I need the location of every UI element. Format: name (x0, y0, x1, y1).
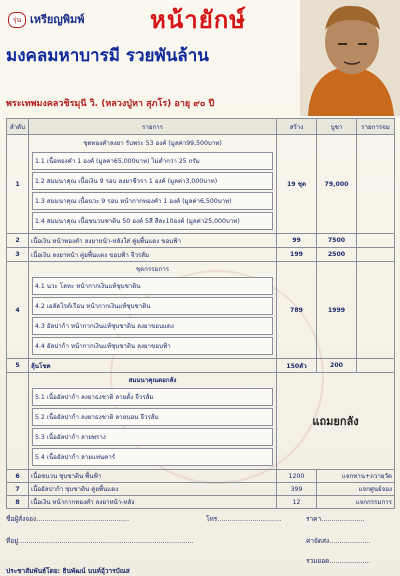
title-main: หน้ายักษ์ (150, 5, 247, 34)
title-line-1: เหรียญพิมพ์ (30, 13, 85, 26)
table-row (7, 373, 395, 470)
row-qty: 19 ชุด (277, 135, 317, 234)
row-title: ชุดกรรมการ (135, 266, 170, 273)
monk-name-line: พระเทพมงคลวชิรมุนี วิ. (หลวงปู่หา สุภโร) อายุ ๙๐ ปี (6, 99, 215, 109)
header-price: บูชา (317, 119, 357, 135)
sub-item: 1.3 สมมนาคุณ เนื้อนวะ 9 รอบ หน้ากากทองคำ 1 องค์ (มูลค่า6,500บาท) (32, 192, 273, 210)
header-no: ลำดับ (7, 119, 29, 135)
row-price: 7500 (317, 234, 357, 248)
table-row (7, 496, 395, 509)
gift-label: แถมยกลัง (277, 373, 395, 470)
header-item: รายการ (29, 119, 277, 135)
row-price: 200 (317, 359, 357, 373)
contact-line: ประชาสัมพันธ์โดย: ธินพัฒน์ นนท์อุ้วารบัณส (6, 567, 130, 575)
row-item (29, 135, 277, 234)
table-row (7, 262, 395, 359)
name-field[interactable]: ชื่อผู้สั่งจอง............................................. (6, 515, 130, 523)
total-field[interactable]: รวมยอด.................... (306, 557, 371, 565)
row-note (357, 262, 395, 359)
table-header-row (7, 119, 395, 135)
sub-item: 4.3 อัลปาก้า หน้ากากเงินแท้ชุบชาติน ลงยาขอบแดง (32, 317, 273, 335)
row-price: แจกทาน+ถวายวัด (317, 470, 395, 483)
row-qty: 150ตัว (277, 359, 317, 373)
subtitle: มงคลมหาบารมี รวยพันล้าน (6, 46, 209, 66)
row-qty: 12 (277, 496, 317, 509)
row-title: ลุ้นโชค (29, 359, 277, 373)
row-qty: 1200 (277, 470, 317, 483)
sub-item: 5.1 เนื้ออัลปาก้า ลงยาธงชาติ ลายตั้ง จีวรส้ม (32, 388, 273, 406)
row-no: 2 (7, 234, 29, 248)
table-row (7, 470, 395, 483)
row-no (7, 373, 29, 470)
sub-item: 1.4 สมมนาคุณ เนื้อชนวนชาติน 50 องค์ 5สี สีละ10องค์ (มูลค่า25,000บาท) (32, 212, 273, 230)
table-row (7, 135, 395, 234)
row-note (357, 234, 395, 248)
row-title: เนื้อชนวน ชุบชาติน พื้นฟ้า (29, 470, 277, 483)
row-no: 8 (7, 496, 29, 509)
edition-badge: รุ่น (8, 12, 26, 28)
price-field[interactable]: ราคา..................... (306, 515, 365, 523)
row-price: 1999 (317, 262, 357, 359)
row-price: แจกกรรมการ (317, 496, 395, 509)
row-price: 2500 (317, 248, 357, 262)
row-title: เนื้อเงิน ลงยาหน้า คู่ยพื้นแดง ขอบฟ้า จีวรส้ม (29, 248, 277, 262)
table-row (7, 234, 395, 248)
row-no: 1 (7, 135, 29, 234)
row-qty: 789 (277, 262, 317, 359)
table-row (7, 483, 395, 496)
row-title: เนื้อเงิน หน้ากากทองคำ ลงยาหน้า-หลัง (29, 496, 277, 509)
phone-field[interactable]: โทร............................... (206, 515, 282, 523)
row-no: 3 (7, 248, 29, 262)
row-title: เนื้อเงิน หน้าทองคำ ลงยาหน้า-หลังใส่ คู่ยพื้นแดง ขอบฟ้า (29, 234, 277, 248)
row-no: 4 (7, 262, 29, 359)
row-qty: 99 (277, 234, 317, 248)
row-no: 7 (7, 483, 29, 496)
row-title: เนื้ออัลปาก้า ชุบชาติน คู่ยพื้นแดง (29, 483, 277, 496)
row-no: 5 (7, 359, 29, 373)
table-row (7, 248, 395, 262)
sub-item: 4.2 เอลัดไรต์เรือน หน้ากากเงินแท้ชุบชาติน (32, 297, 273, 315)
row-note (357, 359, 395, 373)
row-qty: 199 (277, 248, 317, 262)
table-row (7, 359, 395, 373)
monk-portrait (300, 0, 400, 116)
row-title: ชุดทองคำลงยา รับพระ 53 องค์ (มูลค่า99,500บาท) (83, 140, 222, 147)
row-no: 6 (7, 470, 29, 483)
header-qty: สร้าง (277, 119, 317, 135)
sub-item: 1.1 เนื้อทองคำ 1 องค์ (มูลค่า65,000บาท) ไม่ต่ำกว่า 25 กรัม (32, 152, 273, 170)
header (0, 0, 400, 116)
row-price: 79,000 (317, 135, 357, 234)
sub-item: 4.1 นวะ โลหะ หน้ากากเงินแท้ชุบชาติน (32, 277, 273, 295)
sub-item: 5.4 เนื้ออัลปาก้า ลายแท่นคาร์ (32, 448, 273, 466)
item-table (6, 118, 395, 509)
sub-item: 1.2 สมมนาคุณ เนื้อเงิน 9 รอบ ลงยาชีวรา 1 องค์ (มูลค่า3,000บาท) (32, 172, 273, 190)
row-price: แจกศูนย์จอง (317, 483, 395, 496)
header-note: รายการจม (357, 119, 395, 135)
row-item (29, 373, 277, 470)
row-note (357, 135, 395, 234)
row-note (357, 248, 395, 262)
sub-item: 4.4 อัลปาก้า หน้ากากเงินแท้ชุบชาติน ลงยาขอบฟ้า (32, 337, 273, 355)
address-field[interactable]: ที่อยู่..................................................................................... (6, 537, 194, 545)
row-title: สมมนาคุณตอกลัง (128, 377, 177, 384)
shipping-field[interactable]: ค่าจัดส่ง.................... (306, 537, 371, 545)
row-qty: 399 (277, 483, 317, 496)
sub-item: 5.3 เนื้ออัลปาก้า ลายพราง (32, 428, 273, 446)
row-item (29, 262, 277, 359)
sub-item: 5.2 เนื้ออัลปาก้า ลงยาธงชาติ ลายนอน จีวรส้ม (32, 408, 273, 426)
